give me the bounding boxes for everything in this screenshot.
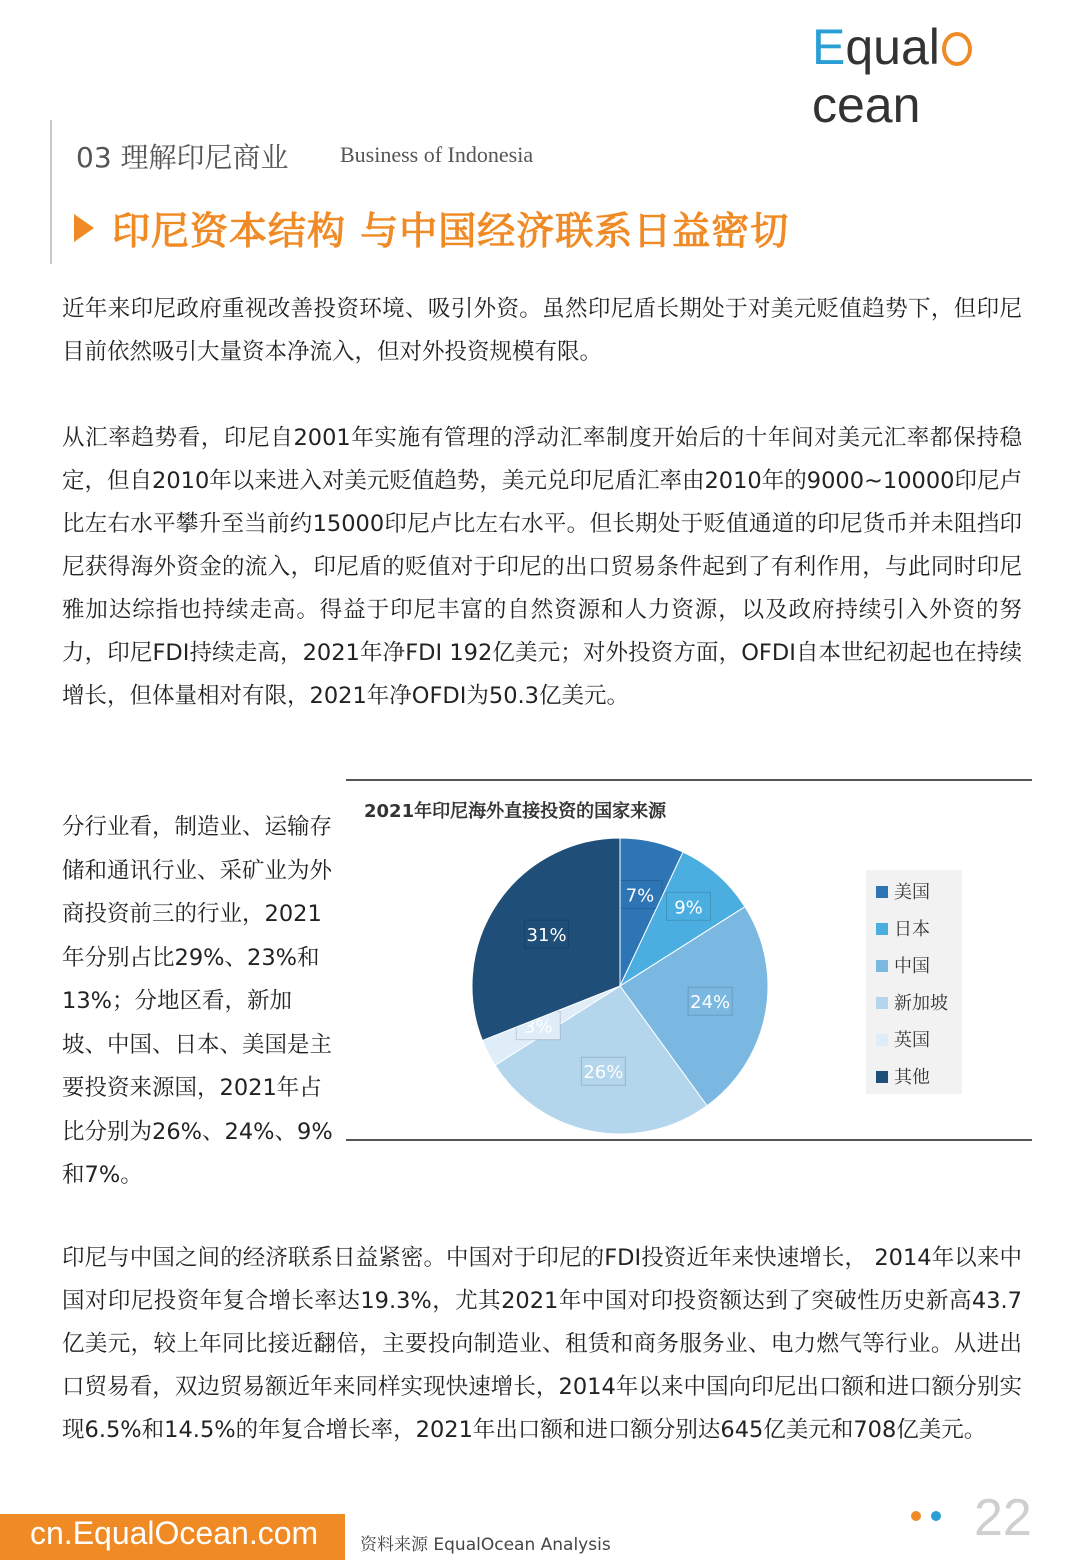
paragraph-china-relations: 印尼与中国之间的经济联系日益紧密。中国对于印尼的FDI投资近年来快速增长， 2014年以来中国对印尼投资年复合增长率达19.3%，尤其2021年中国对印投资额达到了突破性历史新高43.7亿美元，较上年同比接近翻倍，主要投向制造业、租赁和商务服务业、电力燃气等行业。从进出口贸易看，双边贸易额近年来同样实现快速增长，2014年以来中国向印尼出口额和进口额分别实现6.5%和14.5%的年复合增长率，2021年出口额和进口额分别达645亿美元和708亿美元。 <box>62 1245 1022 1443</box>
legend-swatch-5 <box>876 1071 888 1083</box>
legend-item-4 <box>876 1026 930 1052</box>
legend-label-5: 其他 <box>894 1067 930 1088</box>
legend-label-4: 英国 <box>894 1030 930 1051</box>
legend-swatch-1 <box>876 923 888 935</box>
chart-title: 2021年印尼海外直接投资的国家来源 <box>364 801 667 822</box>
chart-rule-bottom <box>346 1139 1032 1141</box>
legend-item-1 <box>876 915 930 941</box>
chart-legend <box>866 870 962 1094</box>
legend-swatch-0 <box>876 886 888 898</box>
equalocean-logo <box>812 18 1080 134</box>
pie-label-5: 31% <box>526 925 567 947</box>
logo-cean: cean <box>812 77 921 133</box>
legend-item-3 <box>876 989 948 1015</box>
orange-dot-icon <box>911 1511 921 1521</box>
legend-label-1: 日本 <box>894 919 930 940</box>
legend-item-0 <box>876 878 930 904</box>
headline-text: 印尼资本结构 与中国经济联系日益密切 <box>112 209 790 253</box>
page-number: 22 <box>974 1489 1032 1547</box>
legend-label-3: 新加坡 <box>894 993 948 1014</box>
legend-label-0: 美国 <box>894 882 930 903</box>
triangle-bullet-icon <box>74 214 94 242</box>
page-headline <box>74 200 789 255</box>
legend-swatch-3 <box>876 997 888 1009</box>
footer-url[interactable]: cn.EqualOcean.com <box>30 1515 319 1551</box>
pie-label-2: 24% <box>690 992 731 1014</box>
legend-item-5 <box>876 1063 930 1089</box>
legend-swatch-4 <box>876 1034 888 1046</box>
logo-e: E <box>812 19 846 75</box>
fdi-pie-chart <box>346 780 866 1140</box>
section-label: 03 理解印尼商业 <box>76 141 289 174</box>
pie-label-3: 26% <box>583 1062 624 1084</box>
legend-label-2: 中国 <box>894 956 930 977</box>
section-divider <box>50 120 52 264</box>
paragraph-intro: 近年来印尼政府重视改善投资环境、吸引外资。虽然印尼盾长期处于对美元贬值趋势下，但印尼目前依然吸引大量资本净流入，但对外投资规模有限。 <box>62 296 1022 365</box>
pie-label-4: 3% <box>523 1016 553 1038</box>
section-label-en: Business of Indonesia <box>340 142 534 167</box>
paragraph-exchange-rate: 从汇率趋势看，印尼自2001年实施有管理的浮动汇率制度开始后的十年间对美元汇率都保持稳定，但自2010年以来进入对美元贬值趋势，美元兑印尼盾汇率由2010年的9000~10000印尼卢比左右水平攀升至当前约15000印尼卢比左右水平。但长期处于贬值通道的印尼货币并未阻挡印尼获得海外资金的流入，印尼盾的贬值对于印尼的出口贸易条件起到了有利作用，与此同时印尼雅加达综指也持续走高。得益于印尼丰富的自然资源和人力资源，以及政府持续引入外资的努力，印尼FDI持续走高，2021年净FDI 192亿美元；对外投资方面，OFDI自本世纪初起也在持续增长，但体量相对有限，2021年净OFDI为50.3亿美元。 <box>62 425 1022 709</box>
pie-label-0: 7% <box>625 885 655 907</box>
pie-label-1: 9% <box>674 897 703 919</box>
logo-qual: qual <box>845 19 940 75</box>
legend-swatch-2 <box>876 960 888 972</box>
legend-item-2 <box>876 952 930 978</box>
paragraph-industry: 分行业看，制造业、运输存储和通讯行业、采矿业为外商投资前三的行业，2021年分别占比29%、23%和13%；分地区看，新加坡、中国、日本、美国是主要投资来源国，2021年占比分别为26%、24%、9%和7%。 <box>62 814 333 1188</box>
logo-o-ring-icon <box>942 32 972 66</box>
source-note: 资料来源 EqualOcean Analysis <box>360 1535 611 1555</box>
blue-dot-icon <box>931 1511 941 1521</box>
